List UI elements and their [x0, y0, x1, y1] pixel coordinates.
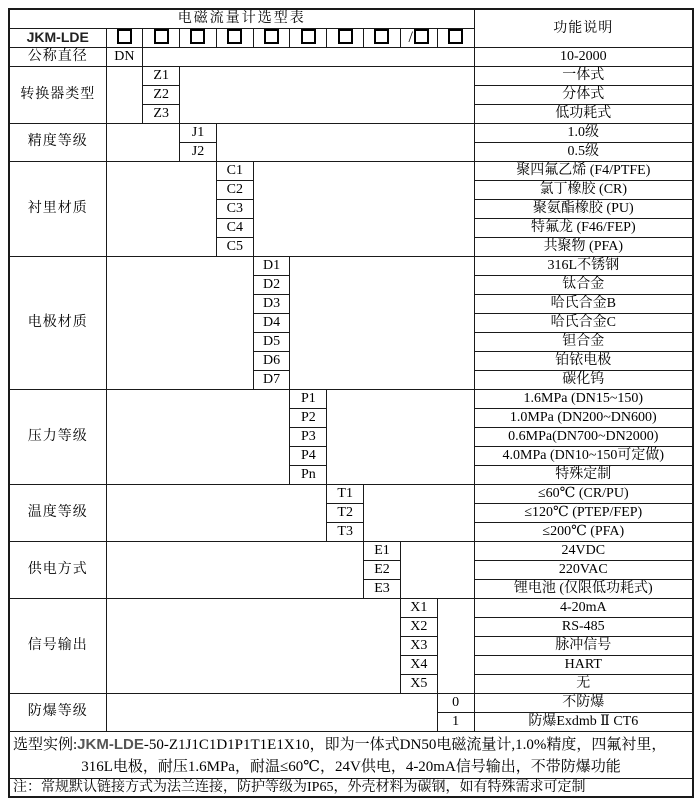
- code-D2: D2: [253, 275, 290, 294]
- code-J2: J2: [180, 142, 217, 161]
- desc-D5: 钽合金: [474, 332, 693, 351]
- empty-cell: [106, 123, 180, 161]
- row-label-diameter: 公称直径: [9, 47, 106, 66]
- desc-D6: 铂铱电极: [474, 351, 693, 370]
- code-C2: C2: [216, 180, 253, 199]
- checkbox-icon: [414, 29, 429, 44]
- code-P1: P1: [290, 389, 327, 408]
- empty-cell: [253, 161, 474, 256]
- desc-C5: 共聚物 (PFA): [474, 237, 693, 256]
- checkbox-cell-pressure[interactable]: [290, 28, 327, 47]
- checkbox-cell-accuracy[interactable]: [180, 28, 217, 47]
- empty-cell: [106, 161, 216, 256]
- note: 注：常规默认链接方式为法兰连接，防护等级为IP65，外壳材料为碳钢，如有特殊需求可定制: [9, 778, 693, 797]
- desc-D3: 哈氏合金B: [474, 294, 693, 313]
- checkbox-icon: [301, 29, 316, 44]
- desc-P2: 1.0MPa (DN200~DN600): [474, 408, 693, 427]
- row-label-temperature-class: 温度等级: [9, 484, 106, 541]
- empty-cell: [106, 693, 437, 731]
- code-E1: E1: [364, 541, 401, 560]
- code-DN: DN: [106, 47, 143, 66]
- code-T1: T1: [327, 484, 364, 503]
- desc-T3: ≤200℃ (PFA): [474, 522, 693, 541]
- empty-cell: [216, 123, 474, 161]
- desc-D4: 哈氏合金C: [474, 313, 693, 332]
- code-D6: D6: [253, 351, 290, 370]
- code-D4: D4: [253, 313, 290, 332]
- code-Z2: Z2: [143, 85, 180, 104]
- empty-cell: [106, 256, 253, 389]
- checkbox-cell-power[interactable]: [364, 28, 401, 47]
- code-D3: D3: [253, 294, 290, 313]
- desc-Pn: 特殊定制: [474, 465, 693, 484]
- desc-X4: HART: [474, 655, 693, 674]
- code-Z3: Z3: [143, 104, 180, 123]
- checkbox-icon: [264, 29, 279, 44]
- row-label-converter-type: 转换器类型: [9, 66, 106, 123]
- code-C3: C3: [216, 199, 253, 218]
- desc-Z2: 分体式: [474, 85, 693, 104]
- row-label-accuracy: 精度等级: [9, 123, 106, 161]
- desc-T2: ≤120℃ (PTEP/FEP): [474, 503, 693, 522]
- code-X2: X2: [400, 617, 437, 636]
- checkbox-icon: [374, 29, 389, 44]
- code-P3: P3: [290, 427, 327, 446]
- desc-D2: 钛合金: [474, 275, 693, 294]
- code-J1: J1: [180, 123, 217, 142]
- code-C4: C4: [216, 218, 253, 237]
- code-exp-1: 1: [437, 712, 474, 731]
- selection-table: [8, 8, 694, 798]
- example-model: JKM-LDE: [77, 735, 144, 753]
- desc-Z3: 低功耗式: [474, 104, 693, 123]
- model-prefix: JKM-LDE: [9, 28, 106, 47]
- code-D7: D7: [253, 370, 290, 389]
- desc-exp-0: 不防爆: [474, 693, 693, 712]
- desc-E2: 220VAC: [474, 560, 693, 579]
- code-D1: D1: [253, 256, 290, 275]
- row-label-explosion-proof: 防爆等级: [9, 693, 106, 731]
- table-title: 电磁流量计选型表: [9, 9, 474, 28]
- desc-C3: 聚氨酯橡胶 (PU): [474, 199, 693, 218]
- desc-J1: 1.0级: [474, 123, 693, 142]
- selection-example: [9, 731, 693, 778]
- checkbox-icon: [227, 29, 242, 44]
- empty-cell: [106, 598, 400, 693]
- desc-P1: 1.6MPa (DN15~150): [474, 389, 693, 408]
- row-label-power-supply: 供电方式: [9, 541, 106, 598]
- code-C1: C1: [216, 161, 253, 180]
- code-X5: X5: [400, 674, 437, 693]
- desc-C1: 聚四氟乙烯 (F4/PTFE): [474, 161, 693, 180]
- code-X1: X1: [400, 598, 437, 617]
- example-line1: [10, 732, 692, 756]
- desc-P3: 0.6MPa(DN700~DN2000): [474, 427, 693, 446]
- row-label-lining-material: 衬里材质: [9, 161, 106, 256]
- code-T3: T3: [327, 522, 364, 541]
- code-P2: P2: [290, 408, 327, 427]
- example-code: -50-Z1J1C1D1P1T1E1X10，即为一体式DN50电磁流量计,1.0%精度，四氟衬里，: [143, 736, 667, 753]
- checkbox-cell-dn[interactable]: [106, 28, 143, 47]
- desc-T1: ≤60℃ (CR/PU): [474, 484, 693, 503]
- desc-X3: 脉冲信号: [474, 636, 693, 655]
- checkbox-cell-electrode[interactable]: [253, 28, 290, 47]
- row-label-signal-output: 信号输出: [9, 598, 106, 693]
- empty-cell: [143, 47, 474, 66]
- slash-separator: /: [408, 28, 413, 46]
- row-label-electrode-material: 电极材质: [9, 256, 106, 389]
- desc-C4: 特氟龙 (F46/FEP): [474, 218, 693, 237]
- desc-exp-1: 防爆Exdmb Ⅱ CT6: [474, 712, 693, 731]
- desc-D7: 碳化钨: [474, 370, 693, 389]
- checkbox-icon: [338, 29, 353, 44]
- checkbox-cell-temperature[interactable]: [327, 28, 364, 47]
- code-T2: T2: [327, 503, 364, 522]
- empty-cell: [106, 66, 143, 123]
- desc-E3: 锂电池 (仅限低功耗式): [474, 579, 693, 598]
- code-X4: X4: [400, 655, 437, 674]
- desc-P4: 4.0MPa (DN10~150可定做): [474, 446, 693, 465]
- checkbox-icon: [448, 29, 463, 44]
- code-E2: E2: [364, 560, 401, 579]
- example-label: 选型实例:: [13, 736, 78, 753]
- code-D5: D5: [253, 332, 290, 351]
- empty-cell: [106, 541, 364, 598]
- checkbox-icon: [117, 29, 132, 44]
- empty-cell: [437, 598, 474, 693]
- desc-X2: RS-485: [474, 617, 693, 636]
- desc-C2: 氯丁橡胶 (CR): [474, 180, 693, 199]
- desc-X5: 无: [474, 674, 693, 693]
- example-line2: 316L电极，耐压1.6MPa，耐温≤60℃，24V供电，4-20mA信号输出，不带防爆功能: [81, 758, 621, 775]
- empty-cell: [106, 484, 327, 541]
- code-exp-0: 0: [437, 693, 474, 712]
- empty-cell: [290, 256, 474, 389]
- desc-J2: 0.5级: [474, 142, 693, 161]
- empty-cell: [106, 389, 290, 484]
- function-description-header: 功能说明: [474, 9, 693, 47]
- desc-Z1: 一体式: [474, 66, 693, 85]
- checkbox-cell-explosion[interactable]: [437, 28, 474, 47]
- row-label-pressure-class: 压力等级: [9, 389, 106, 484]
- checkbox-icon: [190, 29, 205, 44]
- desc-X1: 4-20mA: [474, 598, 693, 617]
- code-P4: P4: [290, 446, 327, 465]
- checkbox-cell-converter[interactable]: [143, 28, 180, 47]
- code-E3: E3: [364, 579, 401, 598]
- code-Pn: Pn: [290, 465, 327, 484]
- checkbox-cell-signal[interactable]: [400, 28, 437, 47]
- empty-cell: [400, 541, 474, 598]
- empty-cell: [327, 389, 474, 484]
- checkbox-cell-lining[interactable]: [216, 28, 253, 47]
- desc-DN: 10-2000: [474, 47, 693, 66]
- code-C5: C5: [216, 237, 253, 256]
- desc-D1: 316L不锈钢: [474, 256, 693, 275]
- empty-cell: [364, 484, 474, 541]
- empty-cell: [180, 66, 474, 123]
- desc-E1: 24VDC: [474, 541, 693, 560]
- code-Z1: Z1: [143, 66, 180, 85]
- checkbox-icon: [154, 29, 169, 44]
- code-X3: X3: [400, 636, 437, 655]
